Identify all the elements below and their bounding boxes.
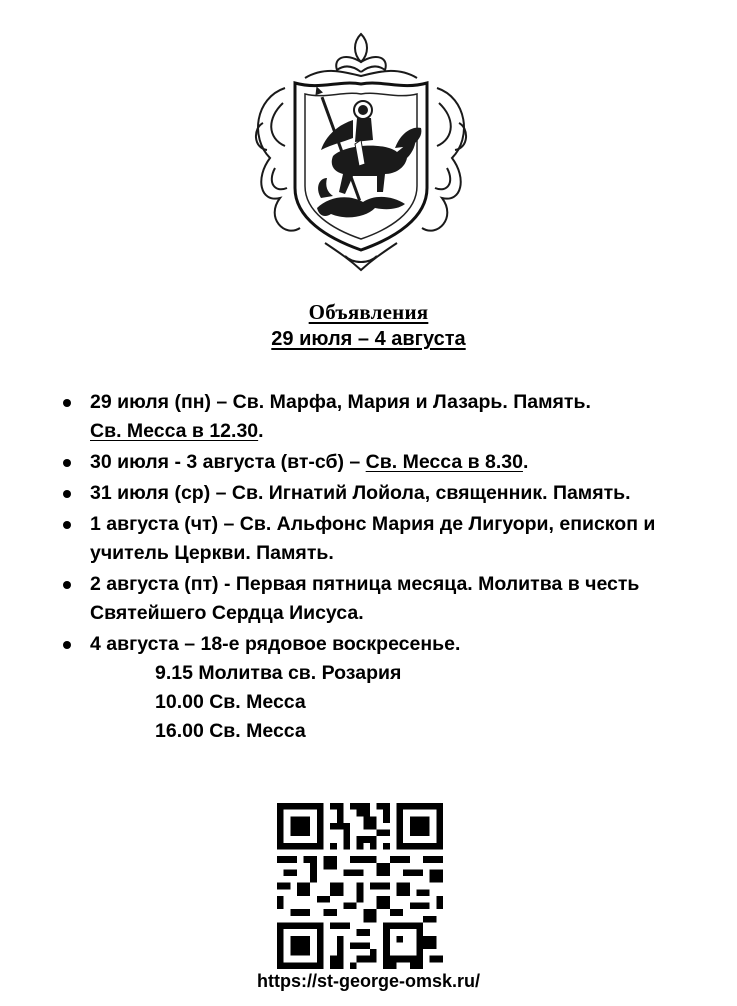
list-item bbox=[60, 479, 720, 508]
schedule-item: 16.00 Св. Месса bbox=[155, 720, 306, 742]
date-range: 29 июля – 4 августа bbox=[271, 328, 466, 350]
bullet-icon bbox=[63, 581, 71, 589]
list-item bbox=[60, 448, 720, 477]
qr-code-icon bbox=[277, 803, 443, 969]
bullet-icon bbox=[63, 459, 71, 467]
saint-george-coat-of-arms-icon bbox=[245, 28, 477, 274]
mass-time: Св. Месса в 8.30 bbox=[365, 451, 523, 473]
event-text: 31 июля (ср) – Св. Игнатий Лойола, священник. Память. bbox=[90, 482, 631, 504]
mass-time: Св. Месса в 12.30 bbox=[90, 420, 259, 442]
list-item bbox=[60, 510, 720, 568]
event-text: 30 июля - 3 августа (вт-сб) – bbox=[90, 451, 366, 473]
bullet-icon bbox=[63, 521, 71, 529]
announcement-list bbox=[60, 388, 720, 748]
page-title: Объявления bbox=[308, 300, 429, 324]
event-text: 29 июля (пн) – Св. Марфа, Мария и Лазарь. Память. bbox=[90, 391, 591, 413]
list-item bbox=[60, 570, 720, 628]
schedule-item: 9.15 Молитва св. Розария bbox=[155, 662, 402, 684]
mass-suffix: . bbox=[522, 451, 529, 473]
schedule-item: 10.00 Св. Месса bbox=[155, 691, 306, 713]
list-item bbox=[60, 630, 720, 746]
list-item bbox=[60, 388, 720, 446]
bullet-icon bbox=[63, 399, 71, 407]
bullet-icon bbox=[63, 490, 71, 498]
bullet-icon bbox=[63, 641, 71, 649]
event-text: 1 августа (чт) – Св. Альфонс Мария де Лигуори, епископ и учитель Церкви. Память. bbox=[90, 513, 656, 564]
event-text: 2 августа (пт) - Первая пятница месяца. Молитва в честь Святейшего Сердца Иисуса. bbox=[90, 573, 640, 624]
mass-suffix: . bbox=[258, 420, 264, 442]
event-text: 4 августа – 18-е рядовое воскресенье. bbox=[90, 633, 461, 655]
website-url: https://st-george-omsk.ru/ bbox=[256, 971, 480, 991]
